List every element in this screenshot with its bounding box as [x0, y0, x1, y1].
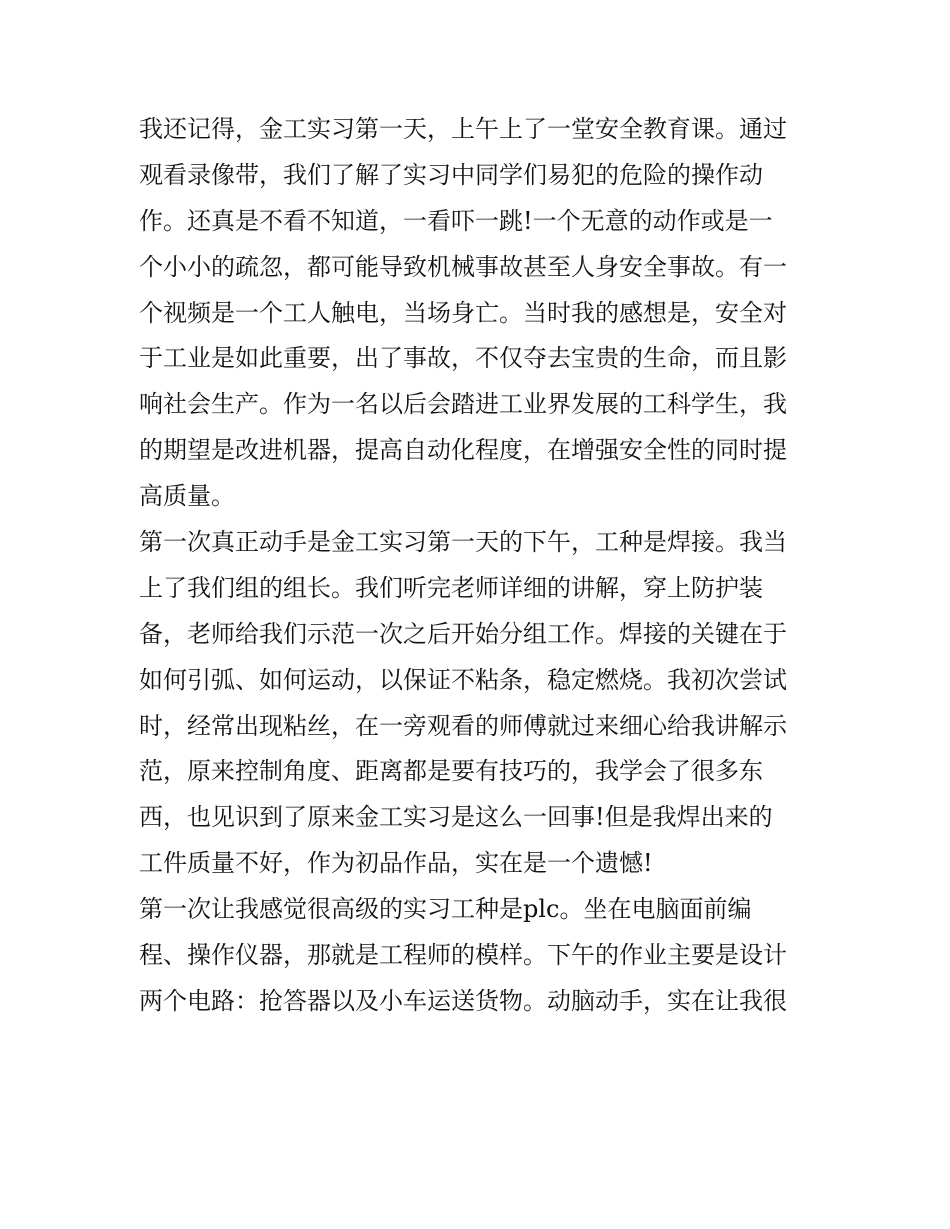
text-line: 西，也见识到了原来金工实习是这么一回事!但是我焊出来的	[139, 803, 773, 832]
text-line: 两个电路：抢答器以及小车运送货物。动脑动手，实在让我很	[139, 986, 787, 1015]
text-line: 观看录像带，我们了解了实习中同学们易犯的危险的操作动	[139, 160, 763, 189]
body-text	[139, 107, 819, 1025]
text-line: 高质量。	[139, 482, 235, 511]
text-line: 第一次让我感觉很高级的实习工种是plc。坐在电脑面前编	[139, 895, 752, 924]
text-line: 的期望是改进机器，提高自动化程度，在增强安全性的同时提	[139, 436, 787, 465]
text-line: 作。还真是不看不知道，一看吓一跳!一个无意的动作或是一	[139, 206, 773, 235]
text-line: 备，老师给我们示范一次之后开始分组工作。焊接的关键在于	[139, 619, 787, 648]
text-line: 如何引弧、如何运动，以保证不粘条，稳定燃烧。我初次尝试	[139, 665, 787, 694]
text-line: 上了我们组的组长。我们听完老师详细的讲解，穿上防护装	[139, 573, 763, 602]
text-line: 个视频是一个工人触电，当场身亡。当时我的感想是，安全对	[139, 298, 787, 327]
text-line: 程、操作仪器，那就是工程师的模样。下午的作业主要是设计	[139, 941, 787, 970]
text-line: 第一次真正动手是金工实习第一天的下午，工种是焊接。我当	[139, 528, 787, 557]
text-line: 个小小的疏忽，都可能导致机械事故甚至人身安全事故。有一	[139, 252, 787, 281]
text-line: 于工业是如此重要，出了事故，不仅夺去宝贵的生命，而且影	[139, 344, 787, 373]
text-line: 工件质量不好，作为初品作品，实在是一个遗憾!	[139, 849, 653, 878]
text-line: 范，原来控制角度、距离都是要有技巧的，我学会了很多东	[139, 757, 763, 786]
text-line: 时，经常出现粘丝，在一旁观看的师傅就过来细心给我讲解示	[139, 711, 787, 740]
text-line: 响社会生产。作为一名以后会踏进工业界发展的工科学生，我	[139, 390, 787, 419]
text-line: 我还记得，金工实习第一天，上午上了一堂安全教育课。通过	[139, 115, 787, 143]
